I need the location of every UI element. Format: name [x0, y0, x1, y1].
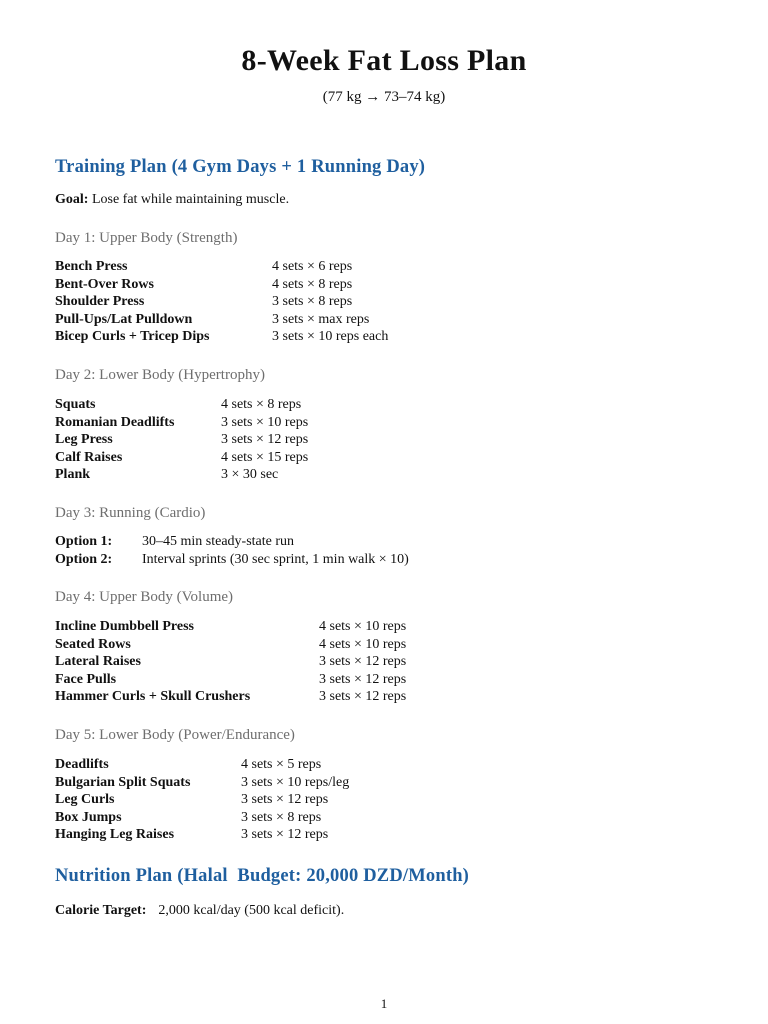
goal-line — [55, 192, 289, 208]
exercise-sets: 3 sets × 10 reps/leg — [241, 774, 350, 790]
day-2-heading: Day 2: Lower Body (Hypertrophy) — [55, 367, 265, 383]
exercise-row — [55, 414, 308, 432]
exercise-row — [55, 618, 406, 636]
document-subtitle: (77 kg → 73–74 kg) — [322, 89, 446, 105]
exercise-row — [55, 449, 308, 467]
option-text: 30–45 min steady-state run — [142, 534, 295, 549]
exercise-row — [55, 276, 388, 294]
exercise-name: Pull-Ups/Lat Pulldown — [55, 311, 193, 327]
exercise-sets: 4 sets × 10 reps — [319, 636, 407, 652]
exercise-sets: 4 sets × 6 reps — [272, 259, 353, 274]
exercise-sets: 4 sets × 8 reps — [221, 397, 302, 412]
day-3-heading: Day 3: Running (Cardio) — [55, 505, 206, 521]
exercise-row — [55, 688, 406, 706]
calorie-target-label: Calorie Target: — [55, 903, 147, 918]
exercise-sets: 3 sets × 10 reps — [221, 414, 309, 430]
day-1-exercise-table — [55, 258, 388, 346]
exercise-name: Lateral Raises — [55, 654, 141, 669]
option-row — [55, 533, 409, 551]
exercise-name: Bulgarian Split Squats — [55, 774, 191, 790]
option-text: Interval sprints (30 sec sprint, 1 min walk × 10) — [142, 551, 409, 567]
exercise-name: Incline Dumbbell Press — [55, 619, 194, 634]
exercise-name: Shoulder Press — [55, 294, 145, 309]
exercise-name: Box Jumps — [55, 809, 122, 825]
calorie-target-text: 2,000 kcal/day (500 kcal deficit). — [158, 903, 345, 918]
exercise-name: Bent-Over Rows — [55, 276, 154, 292]
exercise-name: Bench Press — [55, 259, 128, 274]
option-label: Option 1: — [55, 534, 113, 549]
exercise-sets: 3 sets × 12 reps — [319, 671, 407, 687]
calorie-target-line — [55, 903, 344, 919]
exercise-row — [55, 311, 388, 329]
day-2-exercise-table — [55, 396, 308, 484]
option-row — [55, 551, 409, 569]
exercise-name: Plank — [55, 467, 91, 482]
exercise-name: Calf Raises — [55, 449, 123, 465]
exercise-name: Deadlifts — [55, 757, 109, 772]
exercise-name: Hanging Leg Raises — [55, 827, 175, 842]
exercise-sets: 3 sets × 8 reps — [272, 294, 353, 309]
exercise-name: Leg Press — [55, 432, 113, 447]
page-number: 1 — [380, 996, 388, 1011]
exercise-sets: 4 sets × 8 reps — [272, 276, 353, 292]
exercise-name: Hammer Curls + Skull Crushers — [55, 689, 251, 704]
exercise-row — [55, 653, 406, 671]
exercise-row — [55, 328, 388, 346]
exercise-sets: 3 sets × 8 reps — [241, 809, 322, 825]
exercise-name: Seated Rows — [55, 636, 131, 652]
exercise-sets: 3 sets × 10 reps each — [272, 329, 389, 344]
exercise-row — [55, 809, 349, 827]
exercise-row — [55, 636, 406, 654]
nutrition-plan-heading: Nutrition Plan (Halal Budget: 20,000 DZD/Month) — [55, 866, 470, 886]
exercise-sets: 3 sets × 12 reps — [241, 792, 329, 807]
day-4-heading: Day 4: Upper Body (Volume) — [55, 589, 234, 605]
exercise-sets: 3 sets × 12 reps — [221, 432, 309, 447]
exercise-row — [55, 774, 349, 792]
exercise-row — [55, 258, 388, 276]
exercise-sets: 3 × 30 sec — [221, 467, 279, 482]
exercise-row — [55, 826, 349, 844]
exercise-row — [55, 396, 308, 414]
exercise-row — [55, 293, 388, 311]
goal-text: Lose fat while maintaining muscle. — [91, 192, 290, 207]
goal-label: Goal: — [55, 192, 89, 207]
exercise-sets: 3 sets × max reps — [272, 311, 370, 327]
exercise-name: Face Pulls — [55, 671, 117, 687]
option-label: Option 2: — [55, 551, 113, 567]
exercise-row — [55, 431, 308, 449]
exercise-name: Romanian Deadlifts — [55, 414, 175, 430]
exercise-row — [55, 671, 406, 689]
exercise-sets: 3 sets × 12 reps — [319, 654, 407, 669]
exercise-sets: 3 sets × 12 reps — [241, 827, 329, 842]
exercise-sets: 4 sets × 10 reps — [319, 619, 407, 634]
exercise-row — [55, 466, 308, 484]
day-1-heading: Day 1: Upper Body (Strength) — [55, 230, 238, 246]
exercise-name: Bicep Curls + Tricep Dips — [55, 329, 210, 344]
exercise-name: Squats — [55, 397, 96, 412]
exercise-sets: 3 sets × 12 reps — [319, 689, 407, 704]
training-plan-heading: Training Plan (4 Gym Days + 1 Running Day) — [55, 157, 426, 177]
exercise-sets: 4 sets × 15 reps — [221, 449, 309, 465]
day-5-exercise-table — [55, 756, 349, 844]
exercise-name: Leg Curls — [55, 792, 115, 807]
exercise-row — [55, 791, 349, 809]
exercise-sets: 4 sets × 5 reps — [241, 757, 322, 772]
day-4-exercise-table — [55, 618, 406, 706]
day-3-options-table — [55, 533, 409, 568]
day-5-heading: Day 5: Lower Body (Power/Endurance) — [55, 727, 295, 743]
document-title: 8-Week Fat Loss Plan — [241, 44, 527, 77]
exercise-row — [55, 756, 349, 774]
